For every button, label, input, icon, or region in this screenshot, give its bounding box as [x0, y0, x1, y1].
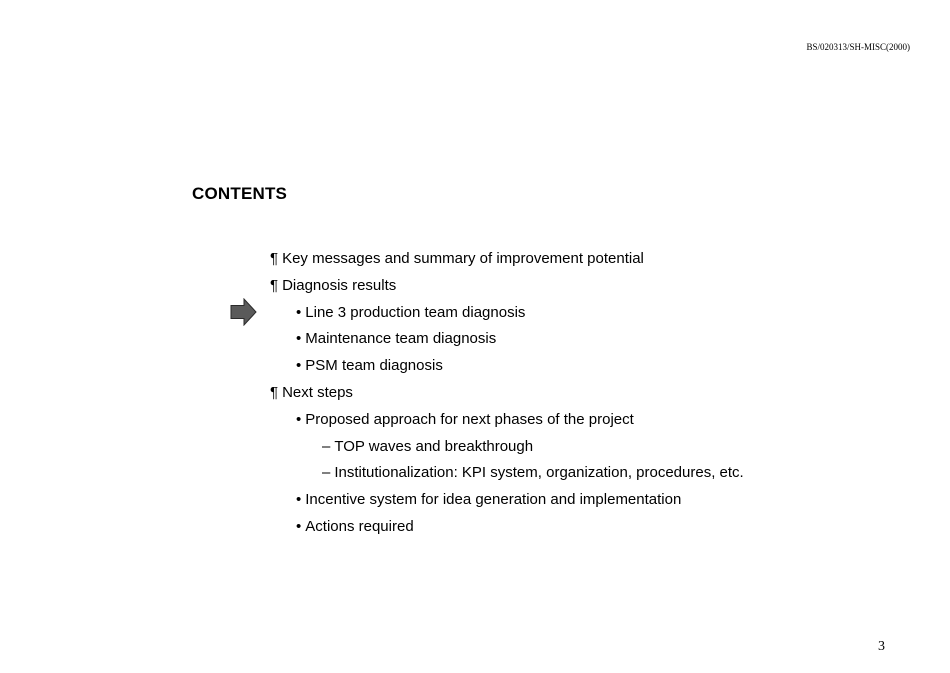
- toc-item-key-messages: [270, 249, 744, 276]
- toc-list: [270, 249, 744, 544]
- dot-bullet: •: [296, 303, 302, 321]
- pilcrow-bullet: ¶: [270, 250, 279, 267]
- toc-item-label: Diagnosis results: [282, 276, 397, 294]
- dash-bullet: –: [322, 437, 331, 455]
- toc-item-label: Maintenance team diagnosis: [305, 330, 497, 348]
- document-reference: BS/020313/SH-MISC(2000): [806, 42, 910, 52]
- toc-item-label: Incentive system for idea generation and implementation: [305, 491, 682, 509]
- toc-item-proposed-approach: [270, 410, 744, 437]
- dot-bullet: •: [296, 491, 302, 509]
- dash-bullet: –: [322, 464, 331, 482]
- pilcrow-bullet: ¶: [270, 276, 279, 294]
- dot-bullet: •: [296, 330, 302, 348]
- toc-item-label: Proposed approach for next phases of the project: [305, 410, 634, 428]
- toc-item-label: Actions required: [305, 517, 414, 535]
- toc-item-psm-diagnosis: [270, 356, 744, 383]
- toc-item-label: Next steps: [282, 383, 353, 401]
- toc-item-next-steps: [270, 383, 744, 410]
- pilcrow-bullet: ¶: [270, 383, 279, 401]
- toc-item-incentive-system: [270, 490, 744, 517]
- toc-item-label: PSM team diagnosis: [305, 357, 443, 375]
- page-number: 3: [878, 639, 885, 654]
- page-title: CONTENTS: [192, 184, 288, 203]
- dot-bullet: •: [296, 410, 302, 428]
- dot-bullet: •: [296, 517, 302, 535]
- toc-item-diagnosis-results: [270, 276, 744, 303]
- toc-item-label: Line 3 production team diagnosis: [305, 303, 526, 321]
- dot-bullet: •: [296, 357, 302, 375]
- toc-item-maintenance-diagnosis: [270, 329, 744, 356]
- toc-item-institutionalization: [270, 463, 744, 490]
- toc-item-label: Institutionalization: KPI system, organization, procedures, etc.: [334, 464, 744, 482]
- toc-item-top-waves: [270, 437, 744, 464]
- toc-item-line3-diagnosis: [270, 303, 744, 330]
- toc-item-label: Key messages and summary of improvement potential: [282, 250, 644, 267]
- toc-item-actions-required: [270, 517, 744, 544]
- right-arrow-icon: [230, 298, 257, 326]
- toc-item-label: TOP waves and breakthrough: [334, 437, 534, 455]
